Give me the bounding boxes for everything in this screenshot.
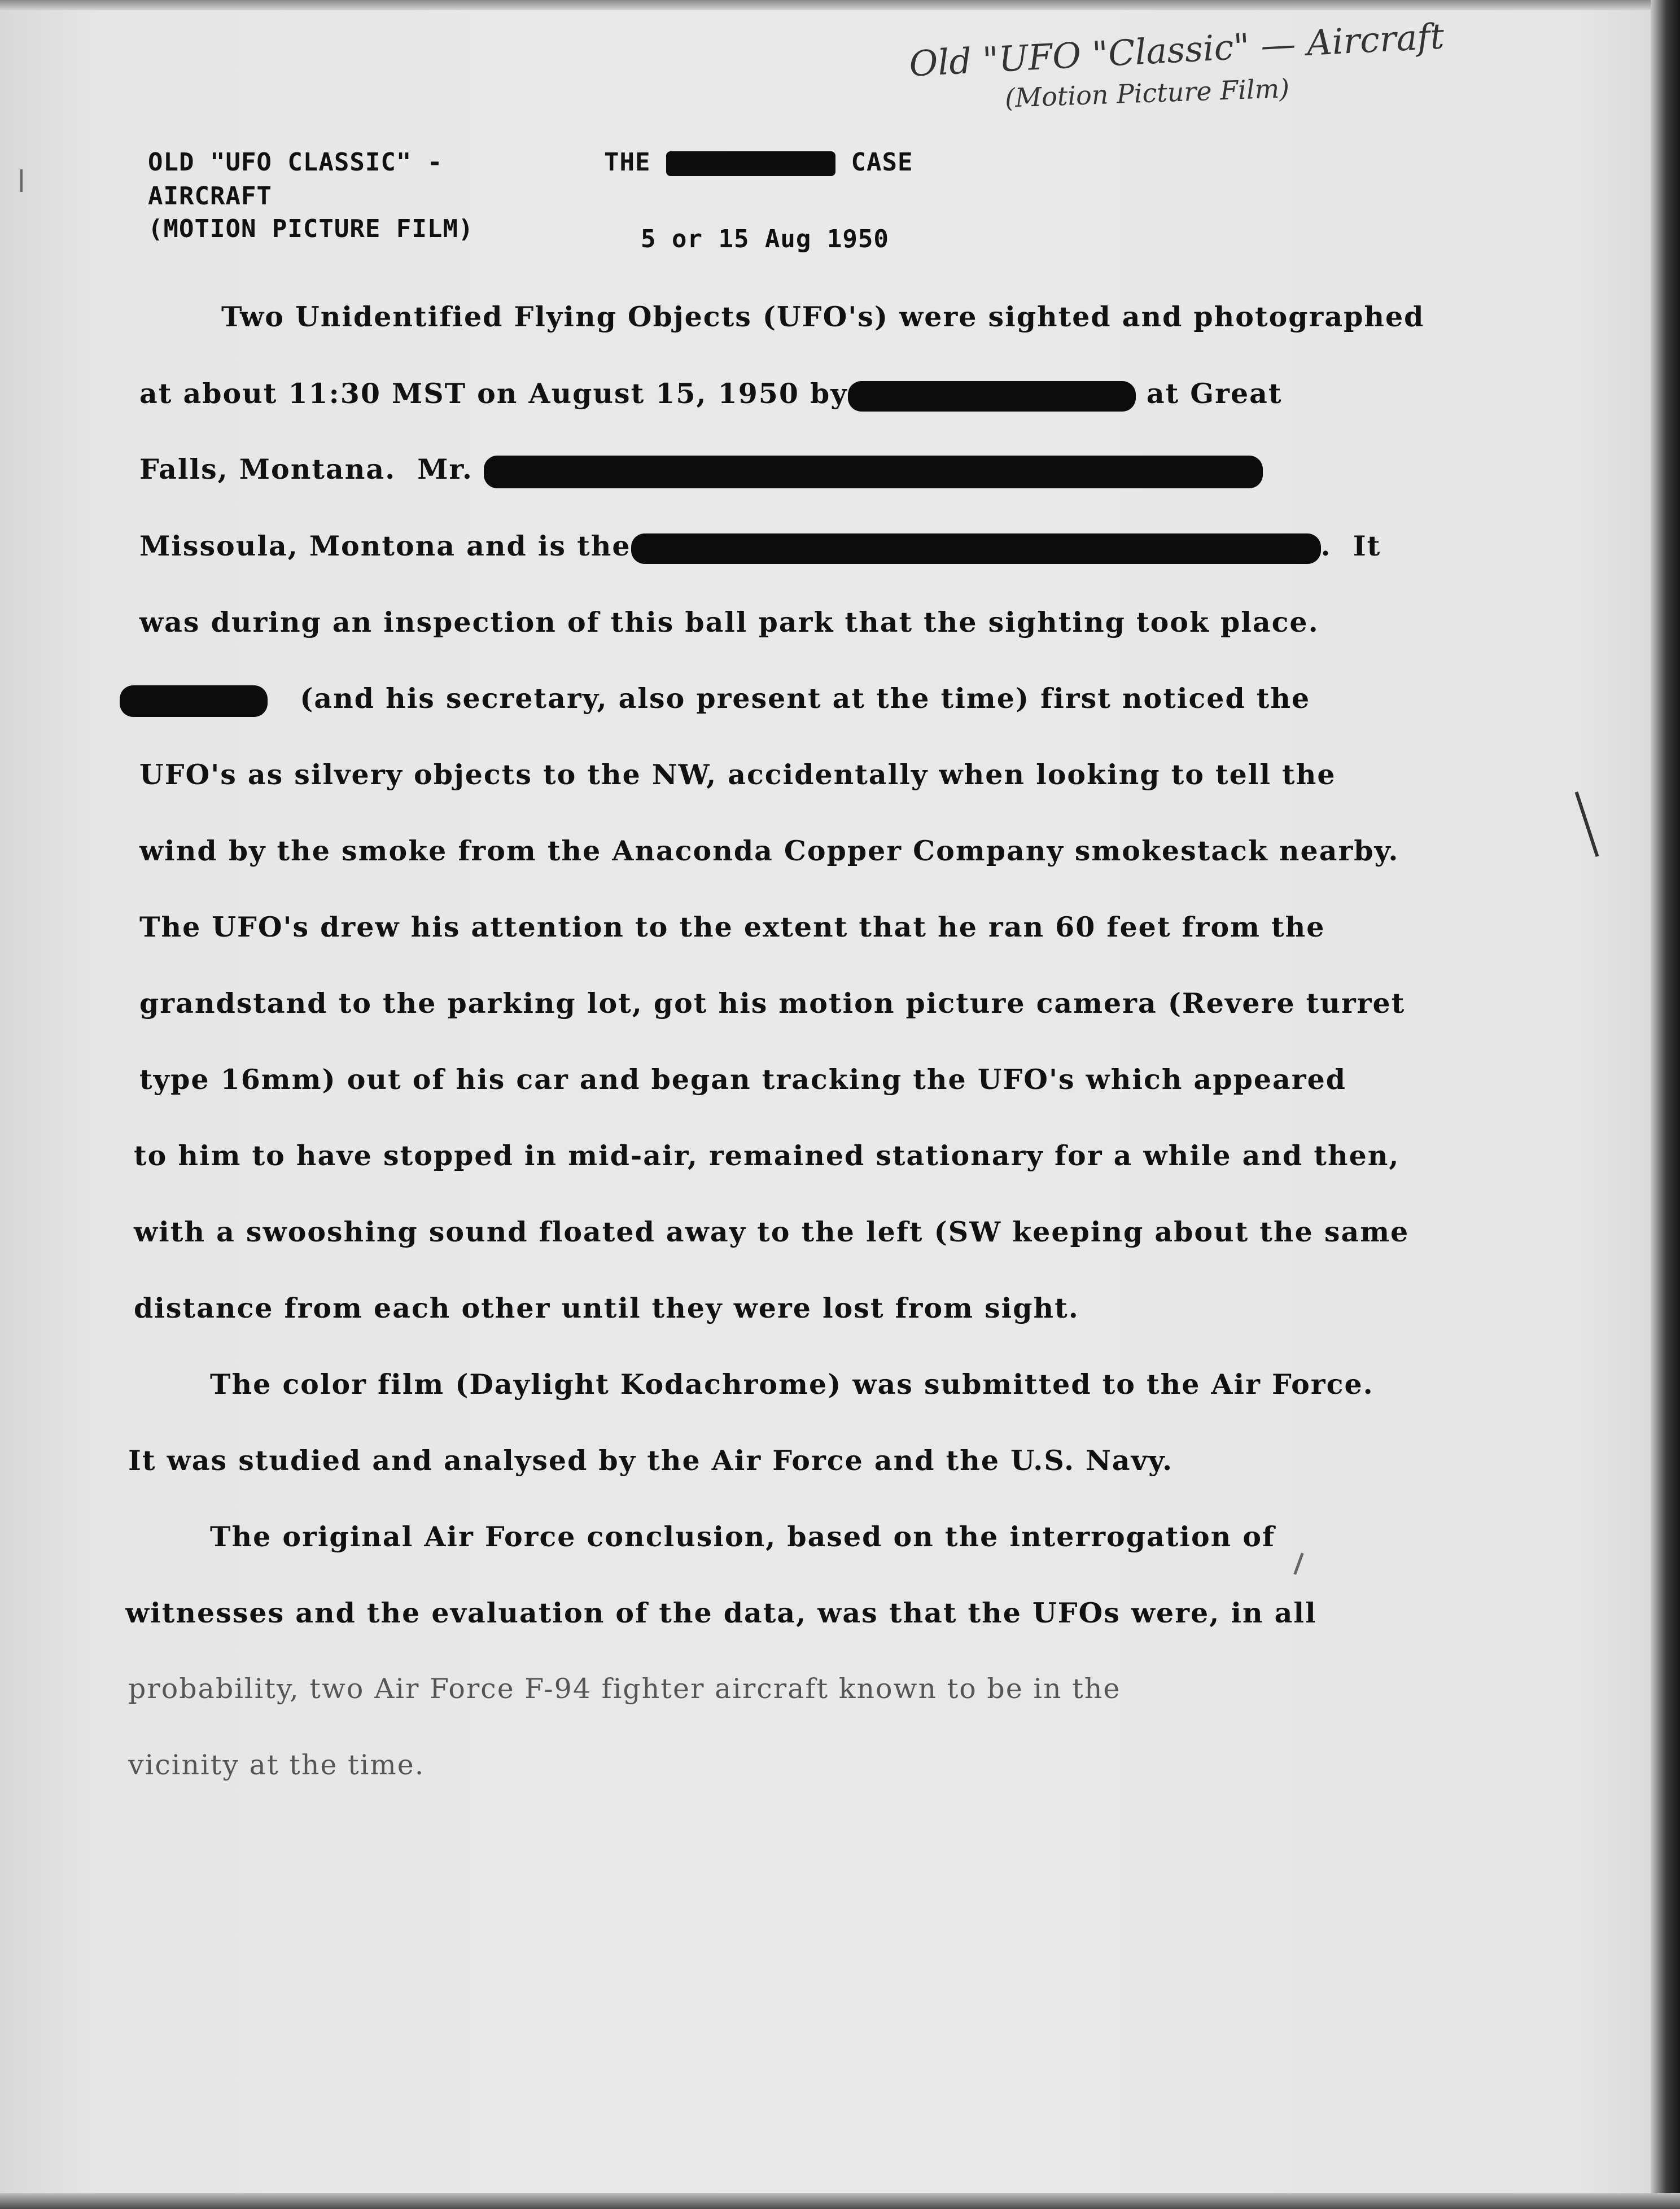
case-date: 5 or 15 Aug 1950 xyxy=(641,225,889,253)
scan-mark xyxy=(20,169,23,192)
body-line-17: The original Air Force conclusion, based on the interrogation of xyxy=(210,1520,1276,1553)
body-line-15: The color film (Daylight Kodachrome) was submitted to the Air Force. xyxy=(210,1368,1374,1401)
body-line-3-text: Falls, Montana. Mr. xyxy=(139,453,473,485)
body-line-2-text: at about 11:30 MST on August 15, 1950 by xyxy=(139,377,848,410)
redaction-bar xyxy=(848,381,1136,412)
body-line-18: witnesses and the evaluation of the data, was that the UFOs were, in all xyxy=(125,1596,1317,1629)
body-line-1: Two Unidentified Flying Objects (UFO's) were sighted and photographed xyxy=(221,300,1425,333)
handwritten-note-line2: (Motion Picture Film) xyxy=(1004,73,1290,113)
body-line-4 xyxy=(139,530,1381,564)
redaction-bar xyxy=(484,456,1263,488)
case-title xyxy=(604,148,913,177)
scan-top-edge xyxy=(0,0,1680,10)
body-line-11: type 16mm) out of his car and began tracking the UFO's which appeared xyxy=(139,1063,1347,1096)
body-line-2-text-end: at Great xyxy=(1146,377,1283,410)
body-line-12: to him to have stopped in mid-air, remained stationary for a while and then, xyxy=(134,1139,1400,1172)
body-line-13: with a swooshing sound floated away to the left (SW keeping about the same xyxy=(134,1215,1410,1248)
header-left-line2: AIRCRAFT xyxy=(148,182,272,211)
body-line-8: wind by the smoke from the Anaconda Copper Company smokestack nearby. xyxy=(139,834,1399,867)
handwritten-note-line1: Old "UFO "Classic" — Aircraft xyxy=(908,15,1445,85)
body-line-4-text-end: . It xyxy=(1320,530,1381,562)
scan-bottom-edge xyxy=(0,2193,1680,2209)
body-line-16: It was studied and analysed by the Air Force and the U.S. Navy. xyxy=(128,1444,1174,1477)
body-line-9: The UFO's drew his attention to the extent that he ran 60 feet from the xyxy=(139,911,1325,943)
body-line-19: probability, two Air Force F-94 fighter aircraft known to be in the xyxy=(128,1673,1121,1705)
case-suffix: CASE xyxy=(851,148,913,177)
body-line-20: vicinity at the time. xyxy=(128,1749,425,1781)
body-line-3 xyxy=(139,453,1263,488)
body-line-14: distance from each other until they were lost from sight. xyxy=(134,1292,1079,1324)
body-line-6 xyxy=(120,682,1310,717)
redaction-bar xyxy=(120,685,268,717)
scan-mark xyxy=(1575,791,1599,857)
header-left-line3: (MOTION PICTURE FILM) xyxy=(148,215,474,243)
redaction-bar xyxy=(666,151,835,176)
body-line-4-text: Missoula, Montona and is the xyxy=(139,530,631,562)
case-prefix: THE xyxy=(604,148,651,177)
body-line-2 xyxy=(139,377,1283,412)
scan-mark xyxy=(1293,1552,1303,1574)
body-line-6-text: (and his secretary, also present at the time) first noticed the xyxy=(300,682,1311,715)
redaction-bar xyxy=(631,533,1321,564)
body-line-7: UFO's as silvery objects to the NW, accidentally when looking to tell the xyxy=(139,758,1336,791)
body-line-5: was during an inspection of this ball park that the sighting took place. xyxy=(139,606,1319,638)
body-line-10: grandstand to the parking lot, got his motion picture camera (Revere turret xyxy=(139,987,1406,1020)
header-left-line1: OLD "UFO CLASSIC" - xyxy=(148,148,443,177)
scan-right-edge xyxy=(1651,0,1680,2209)
